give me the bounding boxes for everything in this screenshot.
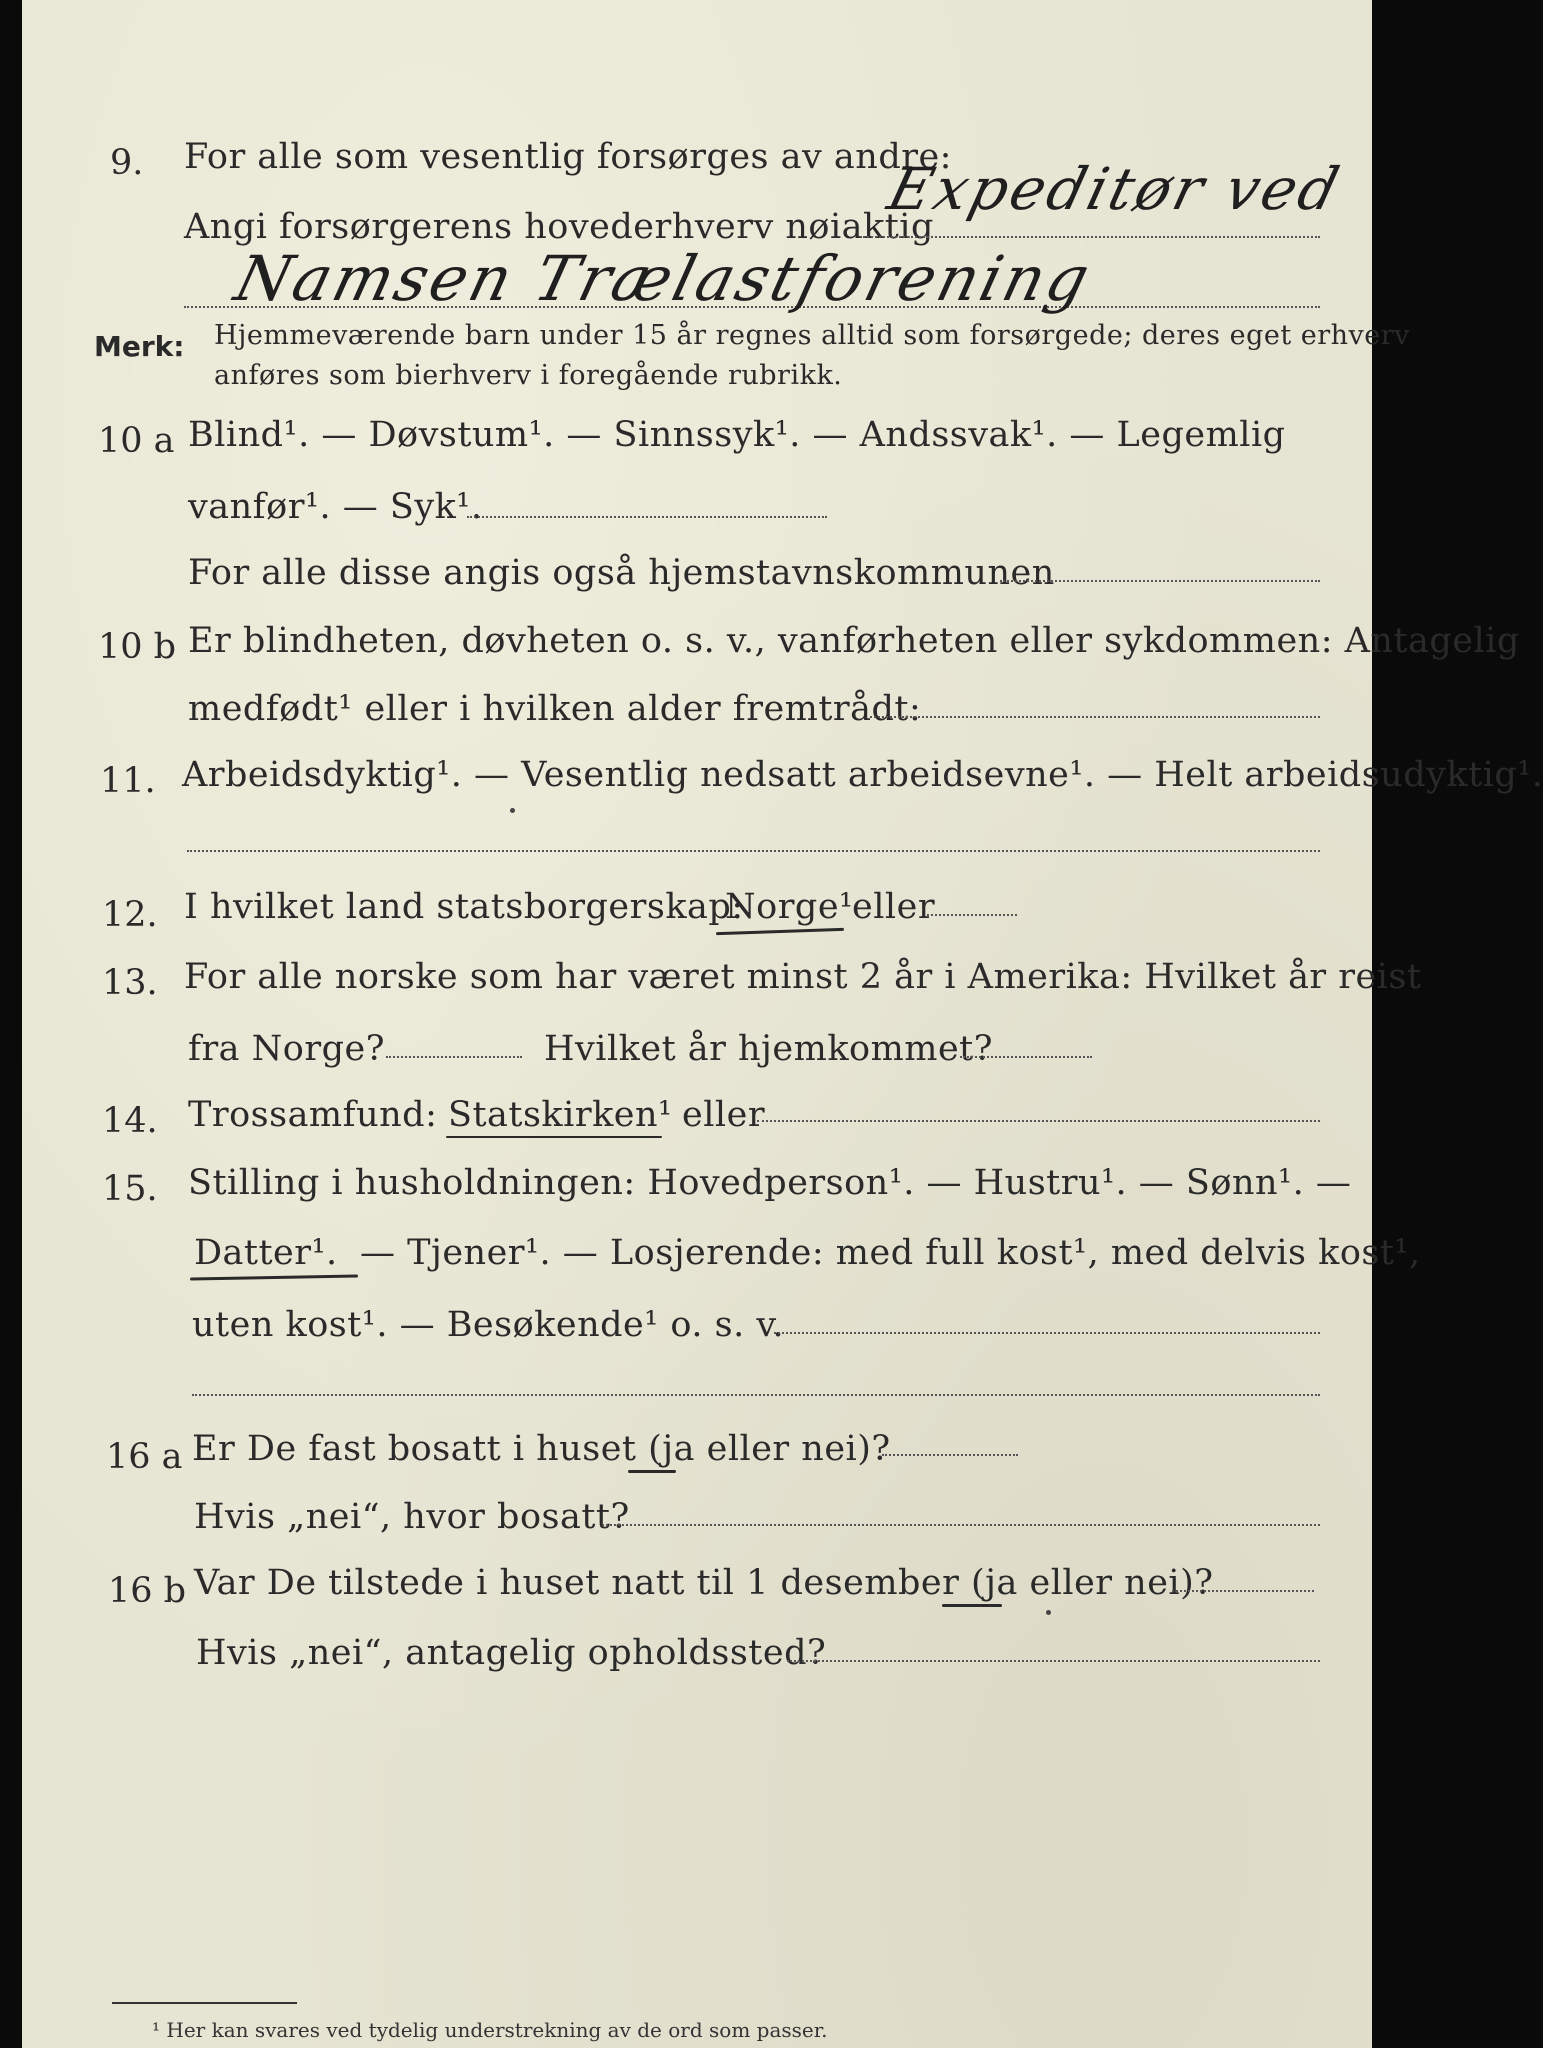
q16a-handwritten-underline — [628, 1470, 676, 1473]
q14-answer-dots — [757, 1120, 1320, 1122]
q15-handwritten-underline — [190, 1275, 358, 1281]
q12-prefix: I hvilket land statsborgerskap: — [184, 887, 744, 927]
q15-line3: uten kost¹. — Besøkende¹ o. s. v. — [192, 1305, 785, 1345]
q11-number: 11. — [100, 761, 156, 801]
q16b-handwritten-underline — [942, 1604, 1002, 1607]
q10a-line2: vanfør¹. — Syk¹. — [188, 487, 483, 527]
q10a-answer-dots-1 — [467, 516, 827, 518]
q14-handwritten-underline — [446, 1136, 662, 1138]
q10b-answer-dots — [870, 716, 1320, 718]
q16b-number: 16 b — [108, 1571, 187, 1611]
q10a-number: 10 a — [98, 421, 175, 461]
q9-handwritten-answer-1: Expeditør ved — [881, 155, 1349, 223]
q14-number: 14. — [102, 1101, 158, 1141]
merk-line2: anføres som bierhverv i foregående rubrikk. — [214, 360, 843, 391]
q16a-answer-dots-1 — [882, 1454, 1018, 1456]
q10a-answer-dots-2 — [1000, 580, 1320, 582]
q13-line2b: Hvilket år hjemkommet? — [544, 1029, 994, 1069]
q13-line1: For alle norske som har været minst 2 år i Amerika: Hvilket år reist — [184, 957, 1422, 997]
q16b-answer-dots-1 — [1172, 1590, 1314, 1592]
q12-option-norge: Norge¹ — [725, 887, 854, 927]
q16a-line1: Er De fast bosatt i huset (ja eller nei)? — [192, 1429, 891, 1469]
q16b-line2: Hvis „nei“, antagelig opholdssted? — [196, 1633, 827, 1673]
footnote-text: ¹ Her kan svares ved tydelig understrekning av de ord som passer. — [152, 2018, 828, 2042]
q14-option-statskirken: Statskirken¹ — [448, 1095, 673, 1135]
q11-line1: Arbeidsdyktig¹. — Vesentlig nedsatt arbeidsevne¹. — Helt arbeidsudyktig¹. — [182, 755, 1543, 795]
q9-handwritten-answer-2: Namsen Trælastforening — [228, 242, 1100, 315]
q15-line1: Stilling i husholdningen: Hovedperson¹. — Hustru¹. — Sønn¹. — — [188, 1163, 1352, 1203]
q12-number: 12. — [102, 895, 158, 935]
q10b-line1: Er blindheten, døvheten o. s. v., vanførheten eller sykdommen: Antagelig — [188, 621, 1520, 661]
ink-dot — [1046, 1610, 1051, 1615]
q15-answer-dots-2 — [192, 1394, 1320, 1396]
q16a-number: 16 a — [106, 1437, 183, 1477]
q13-answer-dots-2 — [960, 1056, 1092, 1058]
q15-number: 15. — [102, 1169, 158, 1209]
q10b-line2: medfødt¹ eller i hvilken alder fremtrådt: — [188, 689, 922, 729]
q12-suffix: eller — [852, 887, 936, 927]
q14-prefix: Trossamfund: — [188, 1095, 438, 1135]
merk-label: Merk: — [94, 330, 185, 363]
q13-answer-dots-1 — [386, 1056, 522, 1058]
q9-answer-dots-1 — [860, 236, 1320, 238]
q15-line2a-datter: Datter¹. — [194, 1233, 338, 1273]
q16a-line2: Hvis „nei“, hvor bosatt? — [194, 1497, 630, 1537]
q16b-answer-dots-2 — [787, 1660, 1320, 1662]
q11-answer-dots — [187, 850, 1320, 852]
q15-line2b: — Tjener¹. — Losjerende: med full kost¹, med delvis kost¹, — [360, 1233, 1421, 1273]
footnote-rule — [112, 2002, 297, 2004]
q14-suffix: eller — [682, 1095, 766, 1135]
q13-line2a: fra Norge? — [188, 1029, 385, 1069]
q12-answer-dots — [927, 914, 1017, 916]
q13-number: 13. — [102, 963, 158, 1003]
q10a-line3: For alle disse angis også hjemstavnskommunen — [188, 553, 1055, 593]
q10b-number: 10 b — [98, 627, 177, 667]
q9-line1: For alle som vesentlig forsørges av andre: — [184, 137, 952, 177]
ink-dot — [510, 808, 515, 813]
q15-answer-dots-1 — [774, 1332, 1320, 1334]
q16a-answer-dots-2 — [602, 1524, 1320, 1526]
q9-line2: Angi forsørgerens hovederhverv nøiaktig — [184, 207, 934, 247]
census-form-page — [22, 0, 1543, 2048]
merk-line1: Hjemmeværende barn under 15 år regnes alltid som forsørgede; deres eget erhverv — [214, 320, 1410, 351]
q9-number: 9. — [110, 143, 144, 183]
q10a-line1: Blind¹. — Døvstum¹. — Sinnssyk¹. — Andssvak¹. — Legemlig — [188, 415, 1286, 455]
q12-handwritten-underline — [716, 928, 844, 935]
q16b-line1: Var De tilstede i huset natt til 1 desember (ja eller nei)? — [194, 1563, 1214, 1603]
